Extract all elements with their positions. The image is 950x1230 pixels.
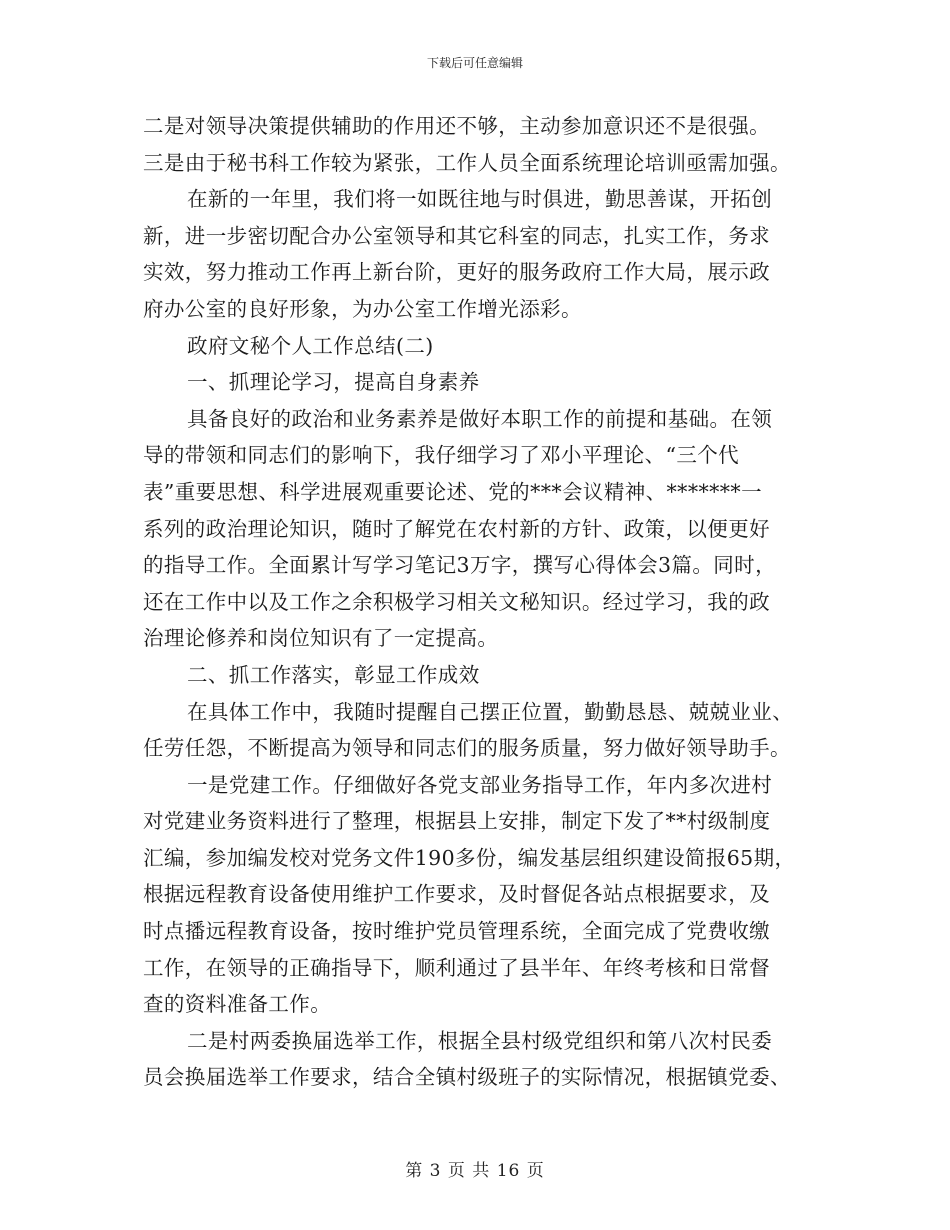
text-line: 根据远程教育设备使用维护工作要求，及时督促各站点根据要求，及 [143, 882, 770, 907]
text-line: 还在工作中以及工作之余积极学习相关文秘知识。经过学习，我的政 [143, 589, 770, 614]
text-line: 政府文秘个人工作总结(二) [187, 333, 434, 358]
text-line: 二是村两委换届选举工作，根据全县村级党组织和第八次村民委 [187, 1028, 773, 1053]
text-line: 任劳任怨，不断提高为领导和同志们的服务质量，努力做好领导助手。 [143, 736, 791, 761]
page-header-note: 下载后可任意编辑 [426, 56, 523, 70]
text-line: 在具体工作中，我随时提醒自己摆正位置，勤勤恳恳、兢兢业业、 [187, 699, 794, 724]
text-line: 二、抓工作落实，彰显工作成效 [187, 662, 480, 687]
text-line: 的指导工作。全面累计写学习笔记3万字，撰写心得体会3篇。同时， [143, 553, 776, 578]
document-body [143, 108, 811, 1096]
text-line: 二是对领导决策提供辅助的作用还不够，主动参加意识还不是很强。 [143, 114, 770, 138]
text-line: 治理论修养和岗位知识有了一定提高。 [143, 626, 499, 651]
text-line: 实效，努力推动工作再上新台阶，更好的服务政府工作大局，展示政 [143, 260, 770, 285]
text-line: 工作，在领导的正确指导下，顺利通过了县半年、年终考核和日常督 [143, 955, 770, 980]
text-line: 查的资料准备工作。 [143, 992, 332, 1017]
text-line: 系列的政治理论知识，随时了解党在农村新的方针、政策，以便更好 [143, 516, 770, 541]
text-line: 府办公室的良好形象，为办公室工作增光添彩。 [143, 296, 582, 321]
text-line: 具备良好的政治和业务素养是做好本职工作的前提和基础。在领 [187, 406, 773, 431]
text-line: 在新的一年里，我们将一如既往地与时俱进，勤思善谋，开拓创 [187, 187, 773, 212]
page-number-footer: 第 3 页 共 16 页 [405, 1161, 545, 1181]
text-line: 一是党建工作。仔细做好各党支部业务指导工作，年内多次进村 [187, 772, 773, 797]
text-line: 对党建业务资料进行了整理，根据县上安排，制定下发了**村级制度 [143, 809, 771, 834]
text-line: 新，进一步密切配合办公室领导和其它科室的同志，扎实工作，务求 [143, 223, 770, 248]
text-line: 表”重要思想、科学进展观重要论述、党的***会议精神、*******一 [143, 479, 762, 504]
text-line: 员会换届选举工作要求，结合全镇村级班子的实际情况，根据镇党委、 [143, 1065, 791, 1090]
text-line: 三是由于秘书科工作较为紧张，工作人员全面系统理论培训亟需加强。 [143, 150, 791, 175]
text-line: 时点播远程教育设备，按时维护党员管理系统，全面完成了党费收缴 [143, 919, 770, 944]
text-line: 汇编，参加编发校对党务文件190多份，编发基层组织建设简报65期， [143, 845, 796, 870]
text-line: 一、抓理论学习，提高自身素养 [187, 370, 480, 395]
text-line: 导的带领和同志们的影响下，我仔细学习了邓小平理论、“三个代 [143, 443, 740, 468]
